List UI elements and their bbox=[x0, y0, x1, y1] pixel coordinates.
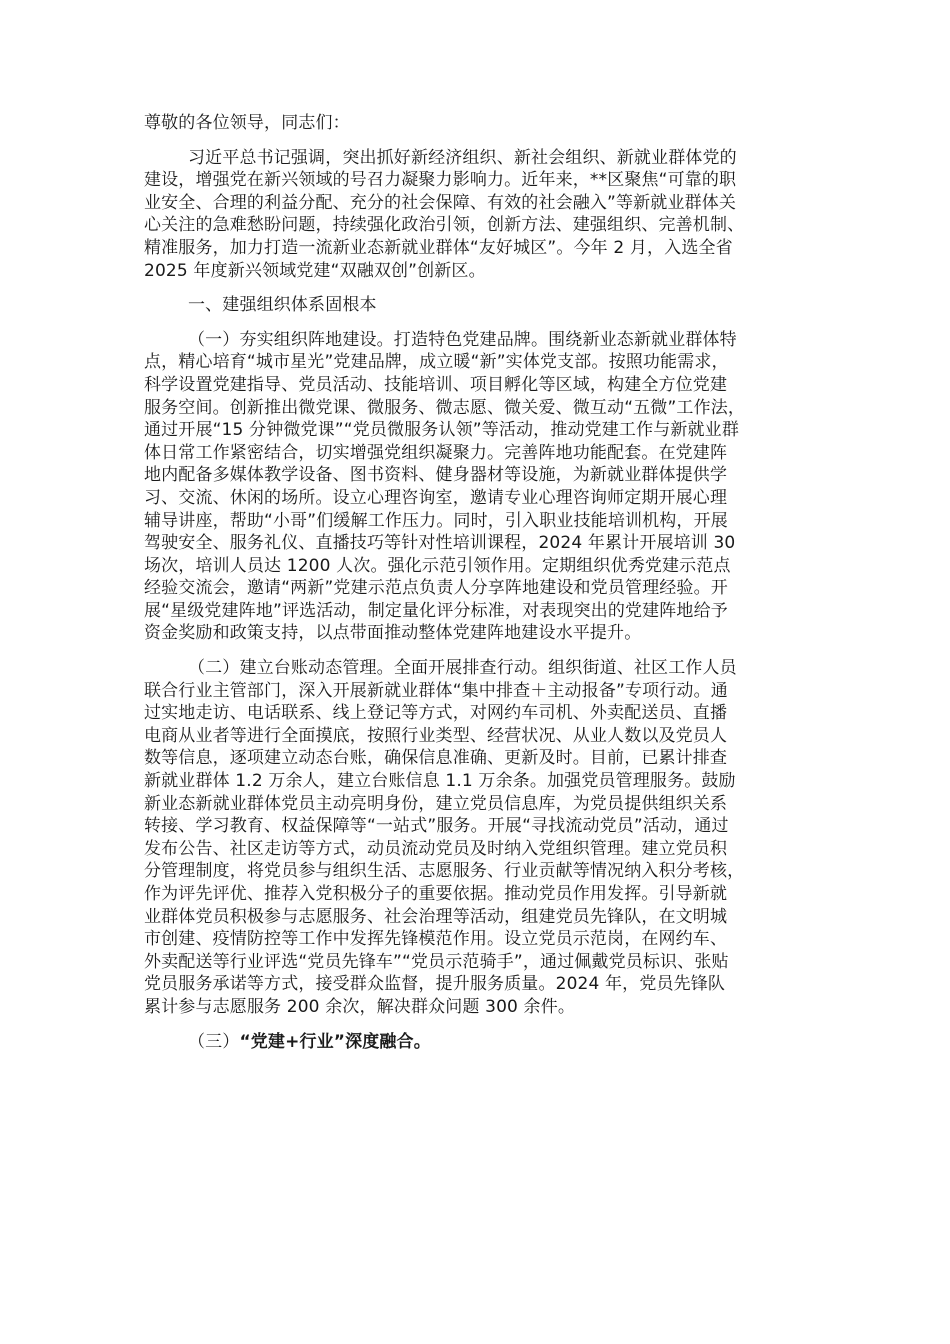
paragraph-line: 联合行业主管部门，深入开展新就业群体“集中排查＋主动报备”专项行动。通 bbox=[144, 680, 728, 701]
paragraph-line: 科学设置党建指导、党员活动、技能培训、项目孵化等区域，构建全方位党建 bbox=[144, 374, 728, 395]
paragraph-line: 新就业群体 1.2 万余人，建立台账信息 1.1 万余条。加强党员管理服务。鼓励 bbox=[144, 771, 736, 792]
intro-line: 习近平总书记强调，突出抓好新经济组织、新社会组织、新就业群体党的 bbox=[188, 147, 737, 168]
paragraph-line: 辅导讲座，帮助“小哥”们缓解工作压力。同时，引入职业技能培训机构，开展 bbox=[144, 510, 728, 531]
paragraph-line: 累计参与志愿服务 200 余次，解决群众问题 300 余件。 bbox=[144, 996, 576, 1017]
paragraph-line: 过实地走访、电话联系、线上登记等方式，对网约车司机、外卖配送员、直播 bbox=[144, 703, 728, 724]
paragraph-line: 数等信息，逐项建立动态台账，确保信息准确、更新及时。目前，已累计排查 bbox=[144, 748, 728, 769]
paragraph-line: 习、交流、休闲的场所。设立心理咨询室，邀请专业心理咨询师定期开展心理 bbox=[144, 487, 728, 508]
paragraph-line: 通过开展“15 分钟微党课”“党员微服务认领”等活动，推动党建工作与新就业群 bbox=[144, 420, 739, 441]
paragraph-line: 场次，培训人员达 1200 人次。强化示范引领作用。定期组织优秀党建示范点 bbox=[144, 555, 731, 576]
paragraph-line: 服务空间。创新推出微党课、微服务、微志愿、微关爱、微互动“五微”工作法， bbox=[144, 397, 746, 418]
paragraph-line: 业群体党员积极参与志愿服务、社会治理等活动，组建党员先锋队，在文明城 bbox=[144, 906, 728, 927]
subsection-3-heading bbox=[144, 1031, 806, 1054]
paragraph-line: 点，精心培育“城市星光”党建品牌，成立暖“新”实体党支部。按照功能需求， bbox=[144, 352, 729, 373]
subsection-3-title: “党建+行业”深度融合。 bbox=[239, 1031, 431, 1052]
paragraph-line: 分管理制度，将党员参与组织生活、志愿服务、行业贡献等情况纳入积分考核， bbox=[144, 861, 745, 882]
paragraph-line: 市创建、疫情防控等工作中发挥先锋模范作用。设立党员示范岗，在网约车、 bbox=[144, 929, 728, 950]
intro-line: 心关注的急难愁盼问题，持续强化政治引领，创新方法、建强组织、完善机制、 bbox=[144, 215, 745, 236]
subsection-1-paragraph bbox=[144, 329, 806, 645]
paragraph-line: 经验交流会，邀请“两新”党建示范点负责人分享阵地建设和党员管理经验。开 bbox=[144, 578, 728, 599]
paragraph-line: 转接、学习教育、权益保障等“一站式”服务。开展“寻找流动党员”活动，通过 bbox=[144, 816, 729, 837]
paragraph-line: 新业态新就业群体党员主动亮明身份，建立党员信息库，为党员提供组织关系 bbox=[144, 793, 728, 814]
intro-line: 业安全、合理的利益分配、充分的社会保障、有效的社会融入”等新就业群体关 bbox=[144, 192, 737, 213]
subsection-3-number: （三） bbox=[188, 1031, 240, 1052]
paragraph-line: （一）夯实组织阵地建设。打造特色党建品牌。围绕新业态新就业群体特 bbox=[188, 329, 737, 350]
document-body bbox=[144, 112, 806, 1053]
salutation: 尊敬的各位领导，同志们： bbox=[144, 113, 350, 133]
paragraph-line: 体日常工作紧密结合，切实增强党组织凝聚力。完善阵地功能配套。在党建阵 bbox=[144, 442, 728, 463]
intro-line: 2025 年度新兴领域党建“双融双创”创新区。 bbox=[144, 260, 486, 281]
subsection-2-paragraph bbox=[144, 657, 806, 1019]
paragraph-line: 党员服务承诺等方式，接受群众监督，提升服务质量。2024 年，党员先锋队 bbox=[144, 974, 726, 995]
paragraph-line: 发布公告、社区走访等方式，动员流动党员及时纳入党组织管理。建立党员积 bbox=[144, 838, 728, 859]
paragraph-line: 地内配备多媒体教学设备、图书资料、健身器材等设施，为新就业群体提供学 bbox=[144, 465, 728, 486]
paragraph-line: 外卖配送等行业评选“党员先锋车”“党员示范骑手”，通过佩戴党员标识、张贴 bbox=[144, 951, 729, 972]
paragraph-line: 展“星级党建阵地”评选活动，制定量化评分标准，对表现突出的党建阵地给予 bbox=[144, 600, 728, 621]
intro-line: 建设，增强党在新兴领域的号召力凝聚力影响力。近年来，**区聚焦“可靠的职 bbox=[144, 170, 737, 191]
intro-paragraph bbox=[144, 147, 806, 283]
paragraph-line: （二）建立台账动态管理。全面开展排查行动。组织街道、社区工作人员 bbox=[188, 658, 737, 679]
paragraph-line: 驾驶安全、服务礼仪、直播技巧等针对性培训课程，2024 年累计开展培训 30 bbox=[144, 533, 736, 554]
paragraph-line: 电商从业者等进行全面摸底，按照行业类型、经营状况、从业人数以及党员人 bbox=[144, 725, 728, 746]
paragraph-line: 资金奖励和政策支持，以点带面推动整体党建阵地建设水平提升。 bbox=[144, 623, 642, 644]
intro-line: 精准服务，加力打造一流新业态新就业群体“友好城区”。今年 2 月，入选全省 bbox=[144, 237, 733, 258]
paragraph-line: 作为评先评优、推荐入党积极分子的重要依据。推动党员作用发挥。引导新就 bbox=[144, 884, 728, 904]
section-1-title: 一、建强组织体系固根本 bbox=[188, 295, 377, 316]
